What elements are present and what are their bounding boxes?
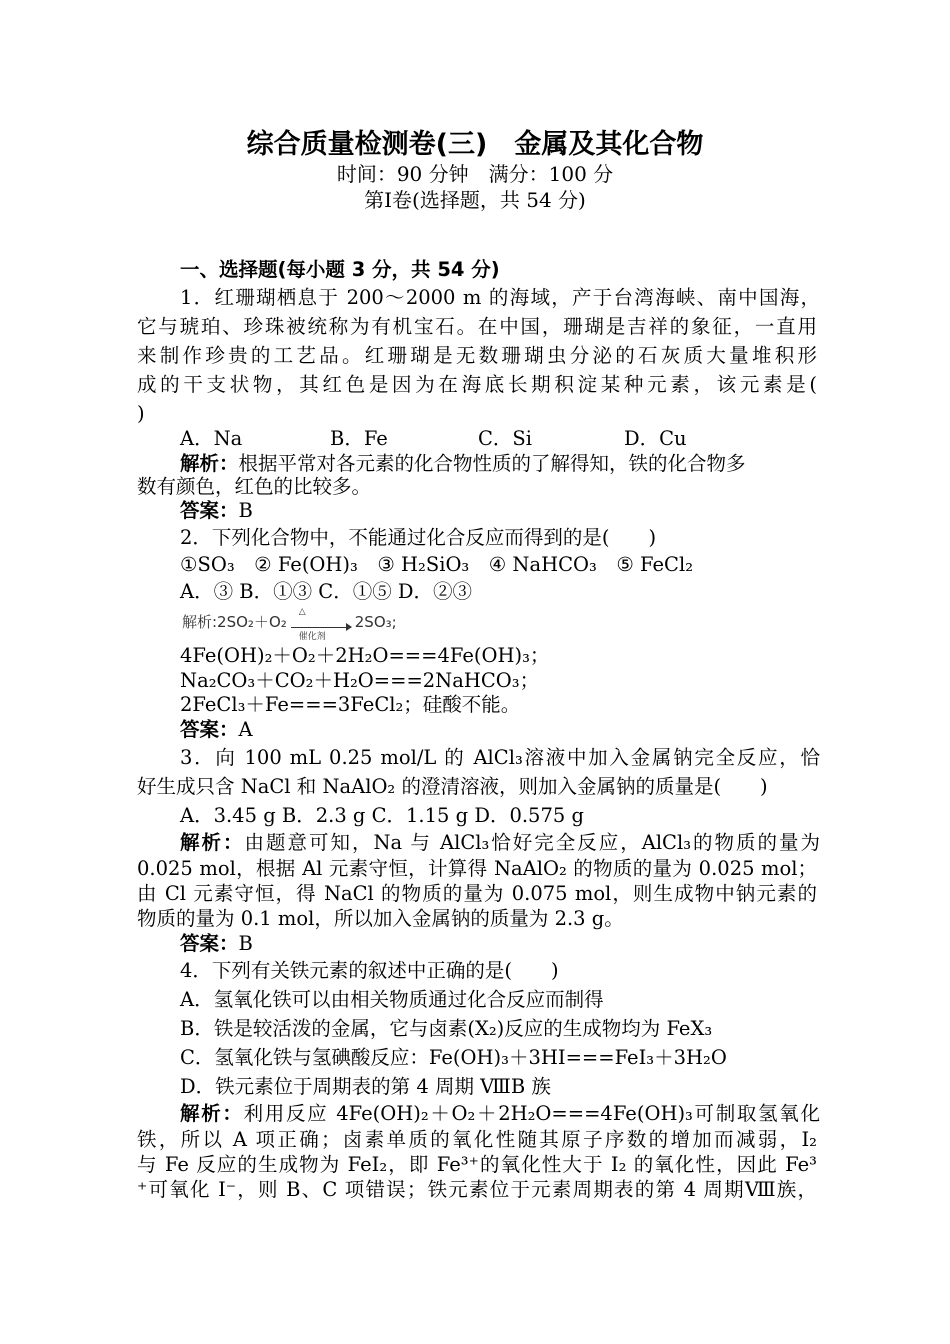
- q1-line: 成的干支状物，其红色是因为在海底长期积淀某种元素，该元素是(: [137, 373, 817, 396]
- q2-equation-image: 解析:2SO₂＋O₂ △ 催化剂 2SO₃;: [182, 607, 397, 642]
- q4-option-a: A．氢氧化铁可以由相关物质通过化合反应而制得: [180, 988, 604, 1011]
- answer-label: 答案：: [180, 499, 239, 522]
- analysis-label: 解析：: [180, 452, 239, 475]
- q4-analysis-cont: 铁，所以 A 项正确；卤素单质的氧化性随其原子序数的增加而减弱，I₂: [137, 1128, 817, 1151]
- q1-option-c: C．Si: [478, 427, 533, 450]
- reaction-arrow-icon: △ 催化剂: [291, 617, 351, 628]
- q2-options: A．③ B．①③ C．①⑤ D．②③: [180, 580, 473, 603]
- q2-items: ①SO₃ ② Fe(OH)₃ ③ H₂SiO₃ ④ NaHCO₃ ⑤ FeCl₂: [180, 553, 694, 576]
- q1-options: [180, 425, 820, 453]
- q1-analysis-cont: 数有颜色，红色的比较多。: [137, 475, 372, 498]
- section-heading: 一、选择题(每小题 3 分，共 54 分): [180, 258, 500, 281]
- volume-heading: 第Ⅰ卷(选择题，共 54 分): [364, 188, 586, 212]
- q1-option-d: D．Cu: [624, 427, 687, 450]
- q3-answer: 答案：B: [180, 932, 253, 955]
- q1-analysis: 解析：根据平常对各元素的化合物性质的了解得知，铁的化合物多: [180, 452, 746, 475]
- q2-analysis-eq: 2FeCl₃＋Fe===3FeCl₂；硅酸不能。: [180, 693, 521, 716]
- q3-options: A．3.45 g B．2.3 g C．1.15 g D．0.575 g: [180, 804, 584, 827]
- q2-analysis-eq: Na₂CO₃＋CO₂＋H₂O===2NaHCO₃；: [180, 669, 540, 692]
- q4-option-b: B．铁是较活泼的金属，它与卤素(X₂)反应的生成物均为 FeX₃: [180, 1017, 713, 1040]
- q1-line: 1．红珊瑚栖息于 200～2000 m 的海域，产于台湾海峡、南中国海，: [180, 286, 820, 309]
- q1-line: 它与琥珀、珍珠被统称为有机宝石。在中国，珊瑚是吉祥的象征，一直用: [137, 315, 817, 338]
- q4-analysis-cont: ⁺可氧化 I⁻，则 B、C 项错误；铁元素位于元素周期表的第 4 周期Ⅷ族，: [137, 1178, 817, 1201]
- q3-line: 好生成只含 NaCl 和 NaAlO₂ 的澄清溶液，则加入金属钠的质量是( ): [137, 775, 768, 798]
- q4-analysis: 解析：利用反应 4Fe(OH)₂＋O₂＋2H₂O===4Fe(OH)₃可制取氢氧化: [180, 1102, 820, 1125]
- q3-analysis-cont: 物质的量为 0.1 mol，所以加入金属钠的质量为 2.3 g。: [137, 907, 624, 930]
- q4-option-d: D．铁元素位于周期表的第 4 周期 ⅧB 族: [180, 1075, 551, 1098]
- q4-option-c: C．氢氧化铁与氢碘酸反应：Fe(OH)₃＋3HI===FeI₃＋3H₂O: [180, 1046, 727, 1069]
- q4-analysis-cont: 与 Fe 反应的生成物为 FeI₂，即 Fe³⁺的氧化性大于 I₂ 的氧化性，因此 Fe³: [137, 1153, 817, 1176]
- q1-line: ): [137, 402, 145, 425]
- exam-time-info: 时间：90 分钟 满分：100 分: [336, 162, 614, 186]
- q2-stem: 2．下列化合物中，不能通过化合反应而得到的是( ): [180, 526, 657, 549]
- q3-analysis: 解析：由题意可知，Na 与 AlCl₃恰好完全反应，AlCl₃的物质的量为: [180, 831, 820, 854]
- q1-option-b: B．Fe: [330, 427, 388, 450]
- q3-analysis-cont: 0.025 mol，根据 Al 元素守恒，计算得 NaAlO₂ 的物质的量为 0.025 mol；: [137, 857, 817, 880]
- q1-answer: 答案：B: [180, 499, 253, 522]
- q2-answer: 答案：A: [180, 718, 253, 741]
- q1-line: 来制作珍贵的工艺品。红珊瑚是无数珊瑚虫分泌的石灰质大量堆积形: [137, 344, 817, 367]
- q3-analysis-cont: 由 Cl 元素守恒，得 NaCl 的物质的量为 0.075 mol，则生成物中钠元素的: [137, 882, 817, 905]
- q1-option-a: A．Na: [180, 427, 243, 450]
- q2-analysis-eq: 4Fe(OH)₂＋O₂＋2H₂O===4Fe(OH)₃；: [180, 644, 550, 667]
- q3-line: 3．向 100 mL 0.25 mol/L 的 AlCl₃溶液中加入金属钠完全反应，恰: [180, 746, 820, 769]
- page-title: 综合质量检测卷(三) 金属及其化合物: [246, 129, 704, 160]
- q4-stem: 4．下列有关铁元素的叙述中正确的是( ): [180, 959, 559, 982]
